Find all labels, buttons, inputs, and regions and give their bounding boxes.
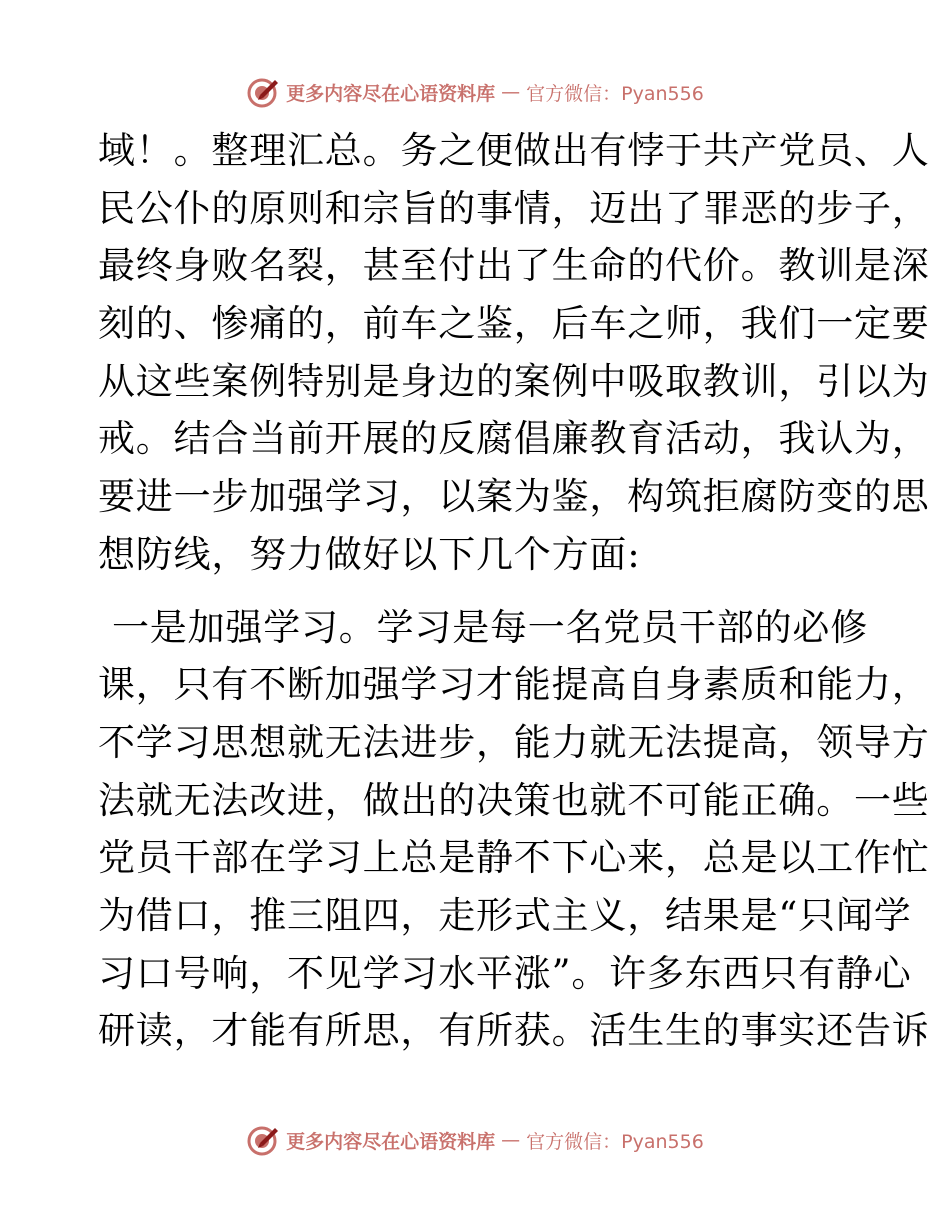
paragraph-2-line: 党员干部在学习上总是静不下心来，总是以工作忙: [98, 836, 930, 880]
paragraph-1-line: 要进一步加强学习，以案为鉴，构筑拒腐防变的思: [98, 475, 930, 519]
page-header: [0, 72, 950, 112]
footer-banner-title: 更多内容尽在心语资料库: [286, 1130, 496, 1153]
pen-logo-icon: [246, 1123, 280, 1157]
paragraph-1-line: 域！。整理汇总。务之便做出有悖于共产党员、人: [98, 129, 930, 172]
document-body: [98, 122, 930, 1060]
paragraph-2-line: 法就无法改进，做出的决策也就不可能正确。一些: [98, 778, 930, 822]
paragraph-1-line: 刻的、惨痛的，前车之鉴，后车之师，我们一定要: [98, 302, 930, 346]
header-banner-contact: 官方微信：Pyan556: [526, 82, 704, 105]
header-banner-separator: —: [501, 81, 521, 103]
paragraph-2-line: 课，只有不断加强学习才能提高自身素质和能力，: [98, 663, 930, 707]
paragraph-1-line: 民公仆的原则和宗旨的事情，迈出了罪恶的步子，: [98, 186, 930, 230]
paragraph-1-line: 从这些案例特别是身边的案例中吸取教训，引以为: [98, 359, 930, 403]
footer-banner-contact: 官方微信：Pyan556: [526, 1130, 704, 1153]
paragraph-2-line: 不学习思想就无法进步，能力就无法提高，领导方: [98, 720, 930, 764]
page-footer: [0, 1120, 950, 1160]
paragraph-2-line: 为借口，推三阻四，走形式主义，结果是“只闻学: [98, 893, 912, 937]
paragraph-2-line: 习口号响，不见学习水平涨”。许多东西只有静心: [98, 951, 912, 995]
footer-banner: [246, 1123, 704, 1157]
paragraph-1-line: 最终身败名裂，甚至付出了生命的代价。教训是深: [98, 244, 930, 288]
paragraph-2-line: 一是加强学习。学习是每一名党员干部的必修: [112, 605, 868, 649]
paragraph-gap: [98, 584, 858, 599]
footer-banner-separator: —: [501, 1129, 521, 1151]
paragraph-2-line: 研读，才能有所思，有所获。活生生的事实还告诉: [98, 1009, 930, 1053]
header-banner-title: 更多内容尽在心语资料库: [286, 82, 496, 105]
paragraph-1-line: 想防线，努力做好以下几个方面:: [98, 532, 641, 576]
paragraph-1-line: 戒。结合当前开展的反腐倡廉教育活动，我认为，: [98, 417, 930, 461]
header-banner: [246, 75, 704, 109]
pen-logo-icon: [246, 75, 280, 109]
